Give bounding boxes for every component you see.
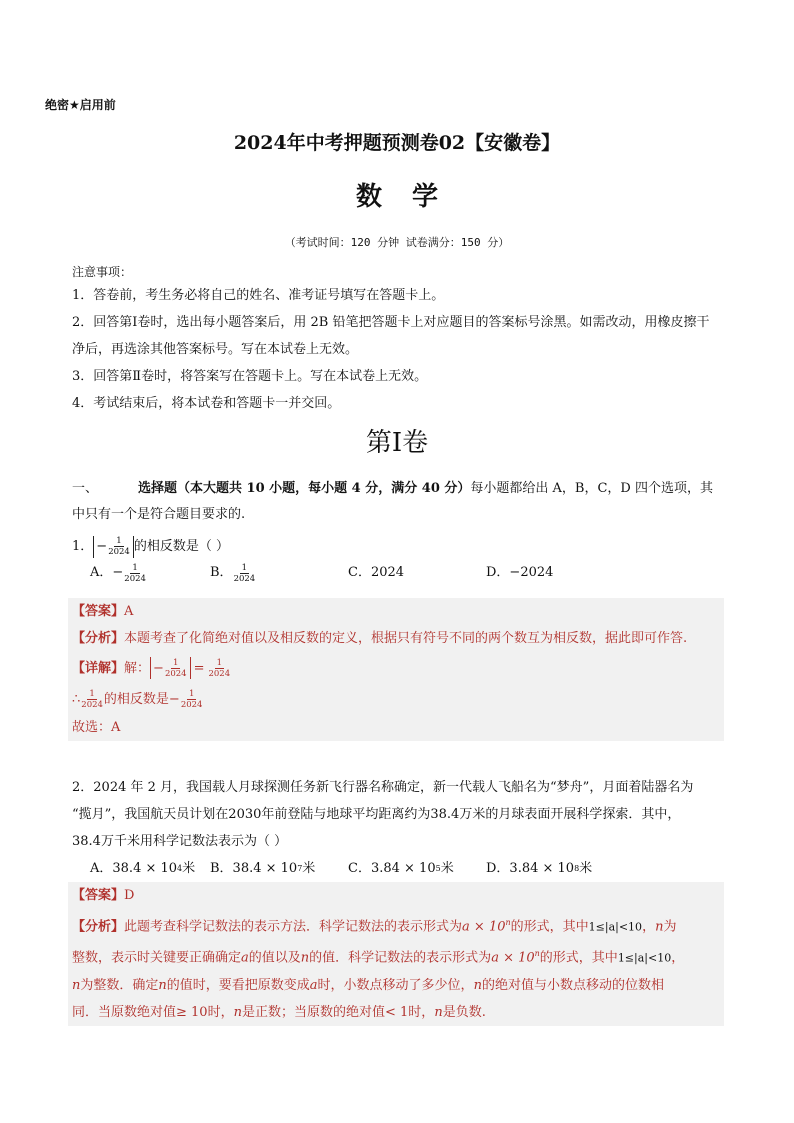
answer-line: 【答案】D [72, 888, 135, 903]
analysis-line: 同．当原数绝对值≥ 10时，n是正数；当原数的绝对值< 1时，n是负数. [72, 1004, 486, 1020]
notes-section [72, 262, 722, 417]
choice-line: 故选：A [72, 720, 121, 735]
subject-title: 数学 [355, 182, 468, 212]
detail-line: 【详解】 解： − $\frac{1}{2024}$ = $\frac{1}{2024}$ [72, 657, 231, 679]
question-2-line: “揽月”，我国航天员计划在2030年前登陆与地球平均距离约为38.4万米的月球表面开展科学探索．其中， [72, 807, 681, 822]
notes-heading: 注意事项： [72, 265, 133, 279]
exam-meta: （考试时间：120 分钟 试卷满分：150 分） [284, 236, 510, 249]
question-2-line: 2．2024 年 2 月，我国载人月球探测任务新飞行器名称确定，新一代载人飞船名为“梦舟”，月面着陆器名为 [72, 780, 694, 795]
question-1 [72, 534, 722, 586]
analysis-line: n为整数．确定n的值时，要看把原数变成a时，小数点移动了多少位，n的绝对值与小数点移动的位数相 [72, 977, 664, 993]
question-1-stem: 1． − $\frac{1}{2024}$ 的相反数是（ ） [72, 536, 229, 557]
option-b: B． $\frac{1}{2024}$ [210, 562, 256, 584]
option-c: C．2024 [348, 565, 405, 580]
section-bold: 选择题（本大题共 10 小题，每小题 4 分，满分 40 分） [138, 481, 471, 496]
option-a: A．38.4 × 10 4 米 [90, 861, 196, 876]
question-2-solution [68, 882, 724, 1026]
analysis-line: 【分析】本题考查了化简绝对值以及相反数的定义，根据只有符号不同的两个数互为相反数，据此即可作答. [72, 631, 688, 646]
abs-value: − $\frac{1}{2024}$ [93, 536, 134, 558]
section-heading [72, 476, 722, 528]
option-a: A．− $\frac{1}{2024}$ [90, 562, 146, 584]
option-d: D．−2024 [486, 565, 554, 580]
option-c: C．3.84 × 10 5 米 [348, 861, 454, 876]
question-1-options [72, 560, 722, 586]
exam-title: 2024年中考押题预测卷02【安徽卷】 [233, 132, 561, 154]
question-1-solution [68, 598, 724, 741]
therefore-line: ∴ $\frac{1}{2024}$ 的相反数是− $\frac{1}{2024}$ [72, 688, 203, 710]
note-item: 2．回答第Ⅰ卷时，选出每小题答案后，用 2B 铅笔把答题卡上对应题目的答案标号涂黑。如需改动，用橡皮擦干净后，再选涂其他答案标号。写在本试卷上无效。 [72, 315, 710, 357]
section-number: 一、 [72, 481, 99, 496]
question-2-line: 38.4万千米用科学记数法表示为（ ） [72, 834, 288, 849]
note-item: 3．回答第Ⅱ卷时，将答案写在答题卡上。写在本试卷上无效。 [72, 369, 428, 384]
volume-title: 第Ⅰ卷 [365, 428, 429, 458]
analysis-line: 【分析】此题考查科学记数法的表示方法．科学记数法的表示形式为$a \times 10^n$的形式，其中1≤|a|<10，n为 [72, 918, 677, 935]
note-item: 1．答卷前，考生务必将自己的姓名、准考证号填写在答题卡上。 [72, 288, 445, 303]
confidential-label: 绝密★启用前 [45, 98, 116, 112]
question-2-options [72, 855, 722, 882]
analysis-line: 整数，表示时关键要正确确定a的值以及n的值．科学记数法的表示形式为$a \times 10^n$的形式，其中1≤|a|<10， [72, 949, 685, 966]
question-2 [72, 774, 722, 882]
section-rest: 每小题都给出 A，B，C，D 四个选项，其中只有一个是符合题目要求的. [72, 481, 713, 522]
option-b: B．38.4 × 10 7 米 [210, 861, 316, 876]
option-d: D．3.84 × 10 8 米 [486, 861, 593, 876]
answer-line: 【答案】A [72, 604, 134, 619]
note-item: 4．考试结束后，将本试卷和答题卡一并交回。 [72, 396, 341, 411]
